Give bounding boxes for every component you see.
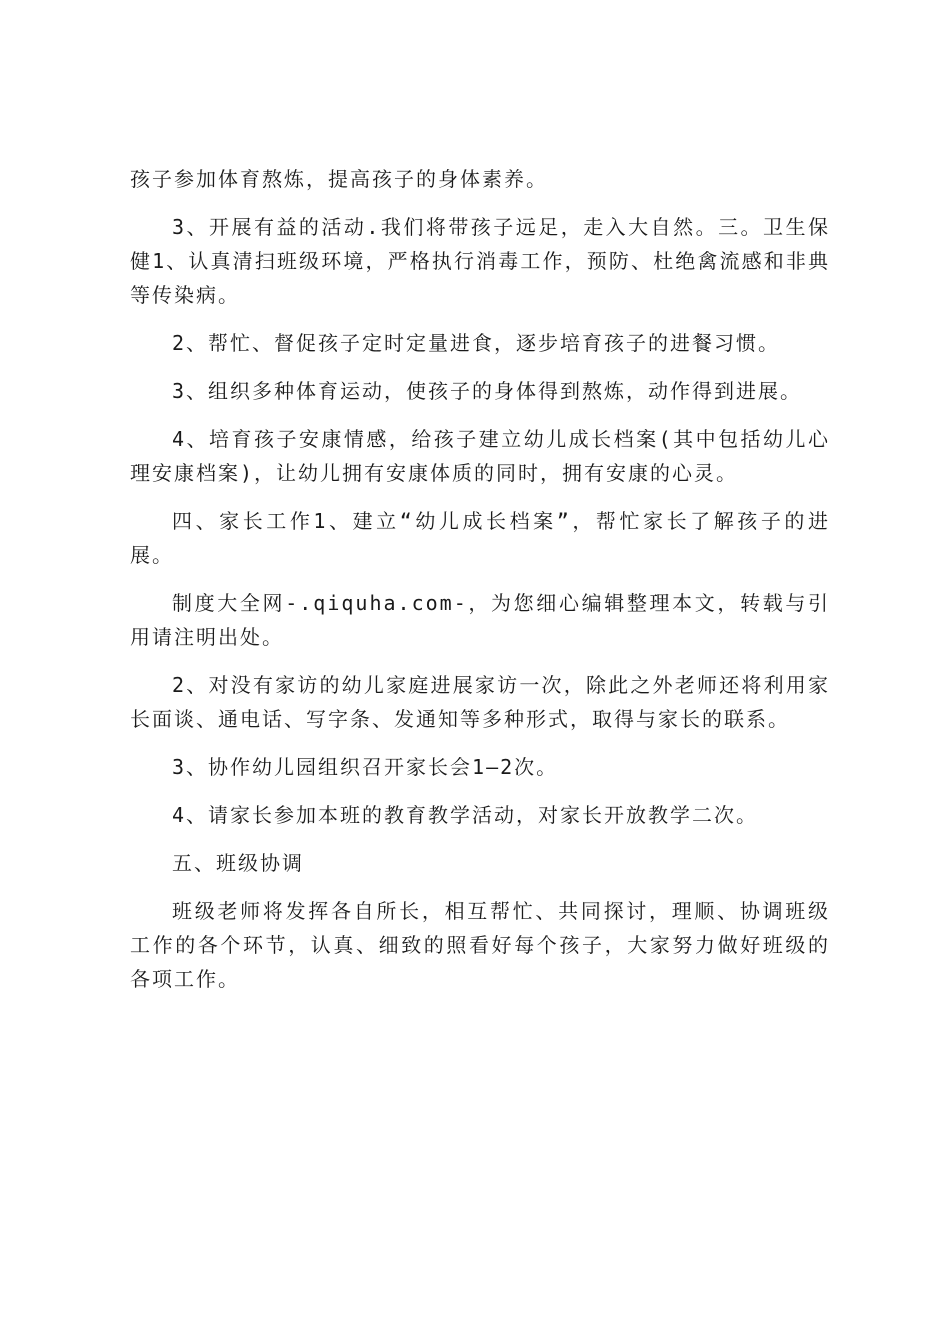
paragraph: 四、家长工作1、建立“幼儿成长档案”，帮忙家长了解孩子的进展。 xyxy=(130,509,830,567)
paragraph: 3、协作幼儿园组织召开家长会1—2次。 xyxy=(172,755,559,779)
paragraph: 孩子参加体育熬炼，提高孩子的身体素养。 xyxy=(130,167,548,191)
paragraph: 2、帮忙、督促孩子定时定量进食，逐步培育孩子的进餐习惯。 xyxy=(172,331,781,355)
paragraph: 3、开展有益的活动.我们将带孩子远足，走入大自然。三。卫生保健1、认真清扫班级环境，严格执行消毒工作，预防、杜绝禽流感和非典等传染病。 xyxy=(130,215,830,307)
document-body xyxy=(130,162,830,1010)
paragraph: 制度大全网-.qiquha.com-，为您细心编辑整理本文，转载与引用请注明出处。 xyxy=(130,591,830,649)
paragraph: 班级老师将发挥各自所长，相互帮忙、共同探讨，理顺、协调班级工作的各个环节，认真、细致的照看好每个孩子，大家努力做好班级的各项工作。 xyxy=(130,899,830,991)
paragraph: 4、培育孩子安康情感，给孩子建立幼儿成长档案(其中包括幼儿心理安康档案)，让幼儿拥有安康体质的同时，拥有安康的心灵。 xyxy=(130,427,830,485)
paragraph: 3、组织多种体育运动，使孩子的身体得到熬炼，动作得到进展。 xyxy=(172,379,803,403)
paragraph: 4、请家长参加本班的教育教学活动，对家长开放教学二次。 xyxy=(172,803,759,827)
paragraph: 2、对没有家访的幼儿家庭进展家访一次，除此之外老师还将利用家长面谈、通电话、写字条、发通知等多种形式，取得与家长的联系。 xyxy=(130,673,830,731)
section-heading: 五、班级协调 xyxy=(172,851,304,875)
